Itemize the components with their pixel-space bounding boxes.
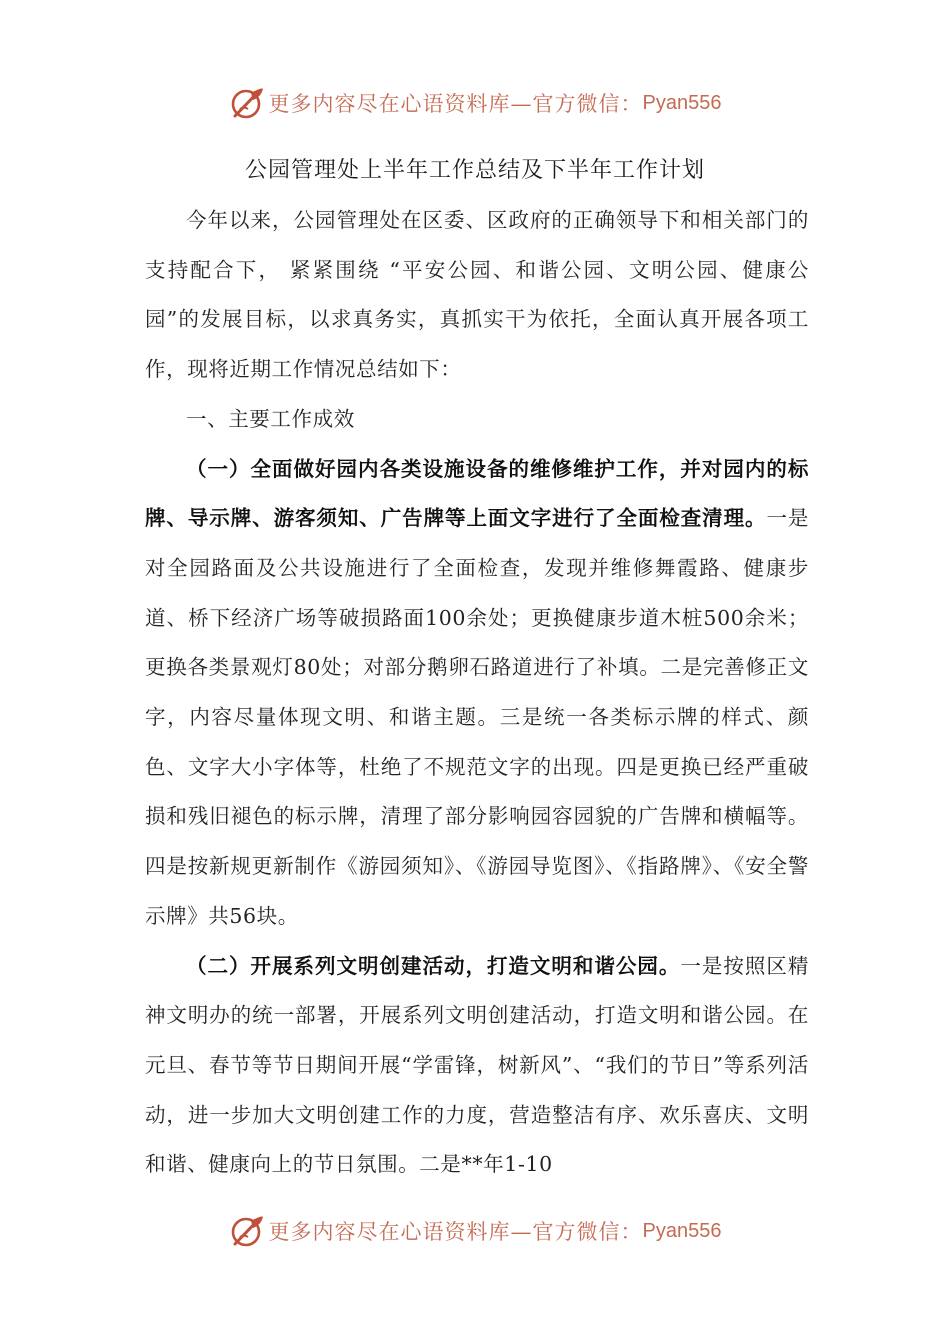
document-title: 公园管理处上半年工作总结及下半年工作计划	[244, 158, 705, 183]
item-1-body: 一是对全园路面及公共设施进行了全面检查，发现并维修舞霞路、健康步道、桥下经济广场等破损路面100余处；更换健康步道木桩500余米；更换各类景观灯80处；对部分鹅卵石路道进行了补填。二是完善修正文字，内容尽量体现文明、和谐主题。三是统一各类标示牌的样式、颜色、文字大小字体等，杜绝了不规范文字的出现。四是更换已经严重破损和残旧褪色的标示牌，清理了部分影响园容园貌的广告牌和横幅等。四是按新规更新制作《游园须知》、《游园导览图》、《指路牌》、《安全警示牌》共56块。	[145, 506, 809, 928]
item-1-paragraph	[145, 445, 809, 942]
document-body	[145, 196, 809, 1190]
header-banner	[0, 81, 950, 125]
section-heading: 一、主要工作成效	[186, 406, 355, 431]
item-1-heading: （一）全面做好园内各类设施设备的维修维护工作，并对园内的标牌、导示牌、游客须知、广告牌等上面文字进行了全面检查清理。	[145, 456, 809, 531]
footer-banner	[0, 1209, 950, 1253]
item-2-paragraph	[145, 942, 809, 1191]
item-2-heading: （二）开展系列文明创建活动，打造文明和谐公园。	[186, 953, 681, 978]
banner-text: 更多内容尽在心语资料库—官方微信：	[268, 1220, 643, 1244]
quill-seal-icon	[229, 1213, 265, 1249]
banner-wechat-id: Pyan556	[642, 1219, 722, 1242]
quill-seal-icon	[229, 85, 265, 121]
item-2-body: 一是按照区精神文明办的统一部署，开展系列文明创建活动，打造文明和谐公园。在元旦、春节等节日期间开展“学雷锋，树新风”、“我们的节日”等系列活动，进一步加大文明创建工作的力度，营造整洁有序、欢乐喜庆、文明和谐、健康向上的节日氛围。二是**年1-10	[145, 953, 809, 1177]
banner-wechat-id: Pyan556	[642, 91, 722, 114]
banner-text: 更多内容尽在心语资料库—官方微信：	[268, 92, 643, 116]
intro-paragraph: 今年以来，公园管理处在区委、区政府的正确领导下和相关部门的支持配合下， 紧紧围绕 “平安公园、和谐公园、文明公园、健康公园”的发展目标，以求真务实，真抓实干为依托，全面认真开展各项工作，现将近期工作情况总结如下：	[145, 208, 809, 382]
